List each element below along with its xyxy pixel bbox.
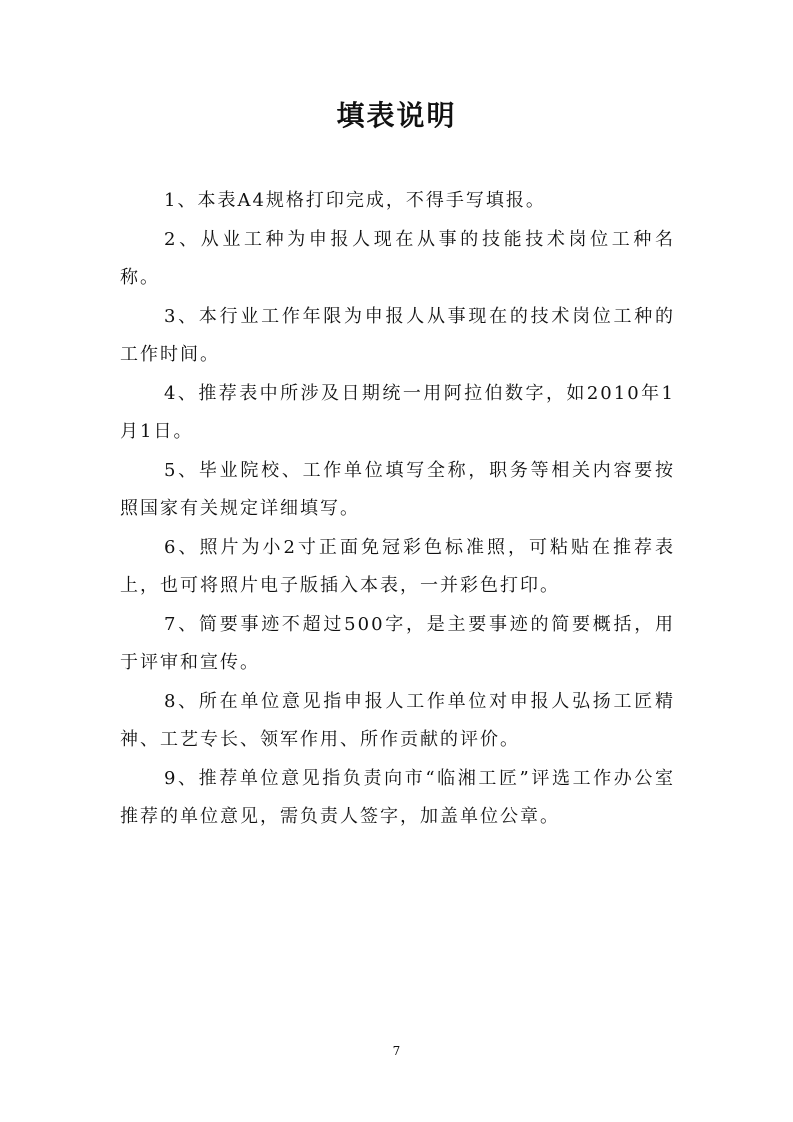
instruction-item-2: 2、从业工种为申报人现在从事的技能技术岗位工种名称。 [120,228,675,288]
page-number: 7 [392,1044,401,1058]
instruction-item-9: 9、推荐单位意见指负责向市“临湘工匠”评选工作办公室推荐的单位意见，需负责人签字，加盖单位公章。 [120,767,675,827]
instruction-item-7: 7、简要事迹不超过500字，是主要事迹的简要概括，用于评审和宣传。 [120,613,675,673]
instruction-item-3: 3、本行业工作年限为申报人从事现在的技术岗位工种的工作时间。 [120,305,675,365]
instructions-list [120,182,675,837]
instruction-item-8: 8、所在单位意见指申报人工作单位对申报人弘扬工匠精神、工艺专长、领军作用、所作贡献的评价。 [120,690,675,750]
instruction-item-6: 6、照片为小2寸正面免冠彩色标准照，可粘贴在推荐表上，也可将照片电子版插入本表，一并彩色打印。 [120,536,675,596]
instruction-item-5: 5、毕业院校、工作单位填写全称，职务等相关内容要按照国家有关规定详细填写。 [120,459,675,519]
document-title: 填表说明 [336,99,457,132]
instruction-item-4: 4、推荐表中所涉及日期统一用阿拉伯数字，如2010年1月1日。 [120,382,675,442]
instruction-item-1: 1、本表A4规格打印完成，不得手写填报。 [164,190,546,211]
